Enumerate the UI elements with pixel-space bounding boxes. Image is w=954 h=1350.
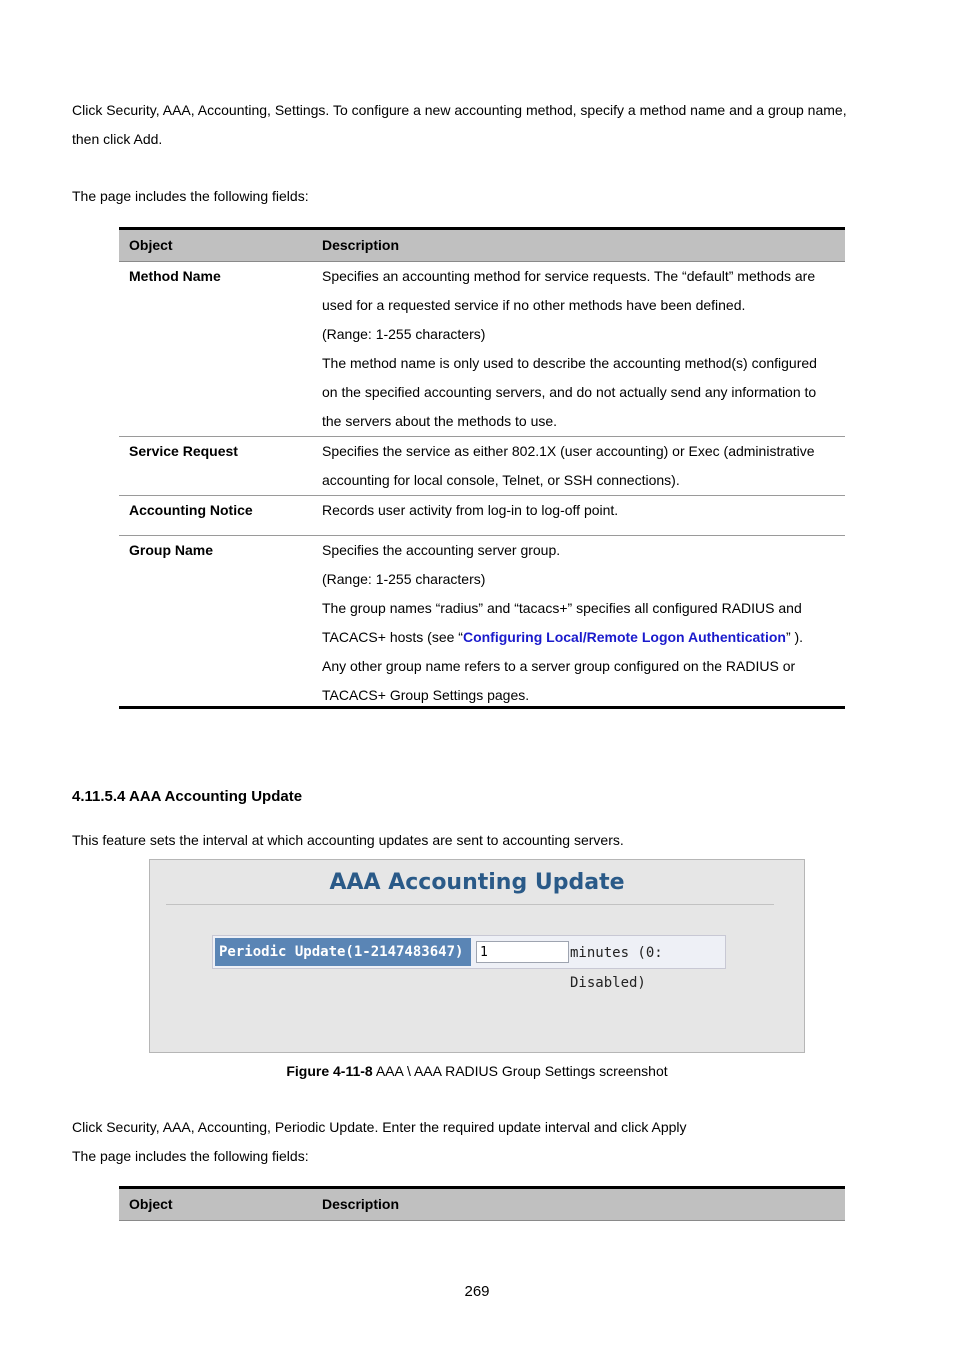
table1-header-row [119, 230, 845, 262]
periodic-update-label: Periodic Update(1-2147483647) [215, 938, 471, 966]
object-cell: Group Name [129, 542, 214, 558]
header-object: Object [119, 230, 312, 262]
desc-line: Specifies the accounting server group. [322, 542, 561, 558]
periodic-update-row [212, 935, 726, 991]
description-cell [312, 496, 845, 536]
table-row-method-name [119, 262, 845, 437]
desc-line: The method name is only used to describe the accounting method(s) configured [322, 355, 817, 371]
header-description: Description [312, 1189, 845, 1221]
figure-label: Figure 4-11-8 [286, 1063, 373, 1079]
desc-line: (Range: 1-255 characters) [322, 571, 486, 587]
intro-line-1: Click Security, AAA, Accounting, Settings. To configure a new accounting method, specify a method name and a group name, [72, 102, 847, 118]
aaa-accounting-update-screenshot [149, 859, 805, 1053]
intro-line-2: then click Add. [72, 131, 163, 147]
desc-line-with-link [322, 623, 837, 652]
object-cell: Service Request [119, 437, 312, 496]
desc-line: (Range: 1-255 characters) [322, 326, 486, 342]
fields-intro: The page includes the following fields: [72, 188, 309, 204]
header-description: Description [312, 230, 845, 262]
description-cell [312, 437, 845, 496]
table-row-service-request [119, 437, 845, 496]
table1-bottom-rule [119, 706, 845, 709]
outro-line-1: Click Security, AAA, Accounting, Periodic Update. Enter the required update interval and click Apply [72, 1119, 687, 1135]
link-prefix: TACACS+ hosts (see “ [322, 629, 463, 645]
header-object: Object [119, 1189, 312, 1221]
description-cell [312, 536, 845, 711]
table2-header-row [119, 1189, 845, 1221]
outro-paragraph [72, 1113, 882, 1171]
screenshot-divider [166, 904, 774, 905]
desc-line: Specifies an accounting method for service requests. The “default” methods are [322, 268, 816, 284]
desc-line: TACACS+ Group Settings pages. [322, 687, 530, 703]
figure-caption [0, 1061, 954, 1081]
desc-line: The group names “radius” and “tacacs+” specifies all configured RADIUS and [322, 600, 802, 616]
periodic-update-input[interactable]: 1 [476, 941, 569, 963]
fields-table [119, 230, 845, 710]
desc-line: the servers about the methods to use. [322, 413, 558, 429]
logon-authentication-link[interactable]: Configuring Local/Remote Logon Authentication [462, 629, 786, 645]
table-row-group-name [119, 536, 845, 711]
section-heading: 4.11.5.4 AAA Accounting Update [72, 788, 303, 805]
desc-line: accounting for local console, Telnet, or SSH connections). [322, 472, 680, 488]
object-cell: Accounting Notice [119, 496, 312, 536]
figure-text: AAA \ AAA RADIUS Group Settings screenshot [372, 1063, 668, 1079]
page-number: 269 [464, 1283, 490, 1300]
desc-line: Any other group name refers to a server group configured on the RADIUS or [322, 658, 796, 674]
desc-line: on the specified accounting servers, and do not actually send any information to [322, 384, 817, 400]
section-intro: This feature sets the interval at which accounting updates are sent to accounting servers. [72, 832, 624, 848]
desc-line: Specifies the service as either 802.1X (user accounting) or Exec (administrative [322, 443, 815, 459]
intro-paragraph [72, 96, 882, 154]
periodic-update-unit: minutes (0: Disabled) [570, 945, 663, 991]
outro-line-2: The page includes the following fields: [72, 1148, 309, 1164]
link-suffix: ” ). [785, 629, 804, 645]
description-cell [312, 262, 845, 437]
screenshot-title: AAA Accounting Update [329, 870, 625, 895]
desc-line: Records user activity from log-in to log-off point. [322, 502, 619, 518]
fields-table-2 [119, 1189, 845, 1221]
table-row-accounting-notice [119, 496, 845, 536]
object-cell: Method Name [119, 262, 312, 437]
desc-line: used for a requested service if no other methods have been defined. [322, 297, 746, 313]
